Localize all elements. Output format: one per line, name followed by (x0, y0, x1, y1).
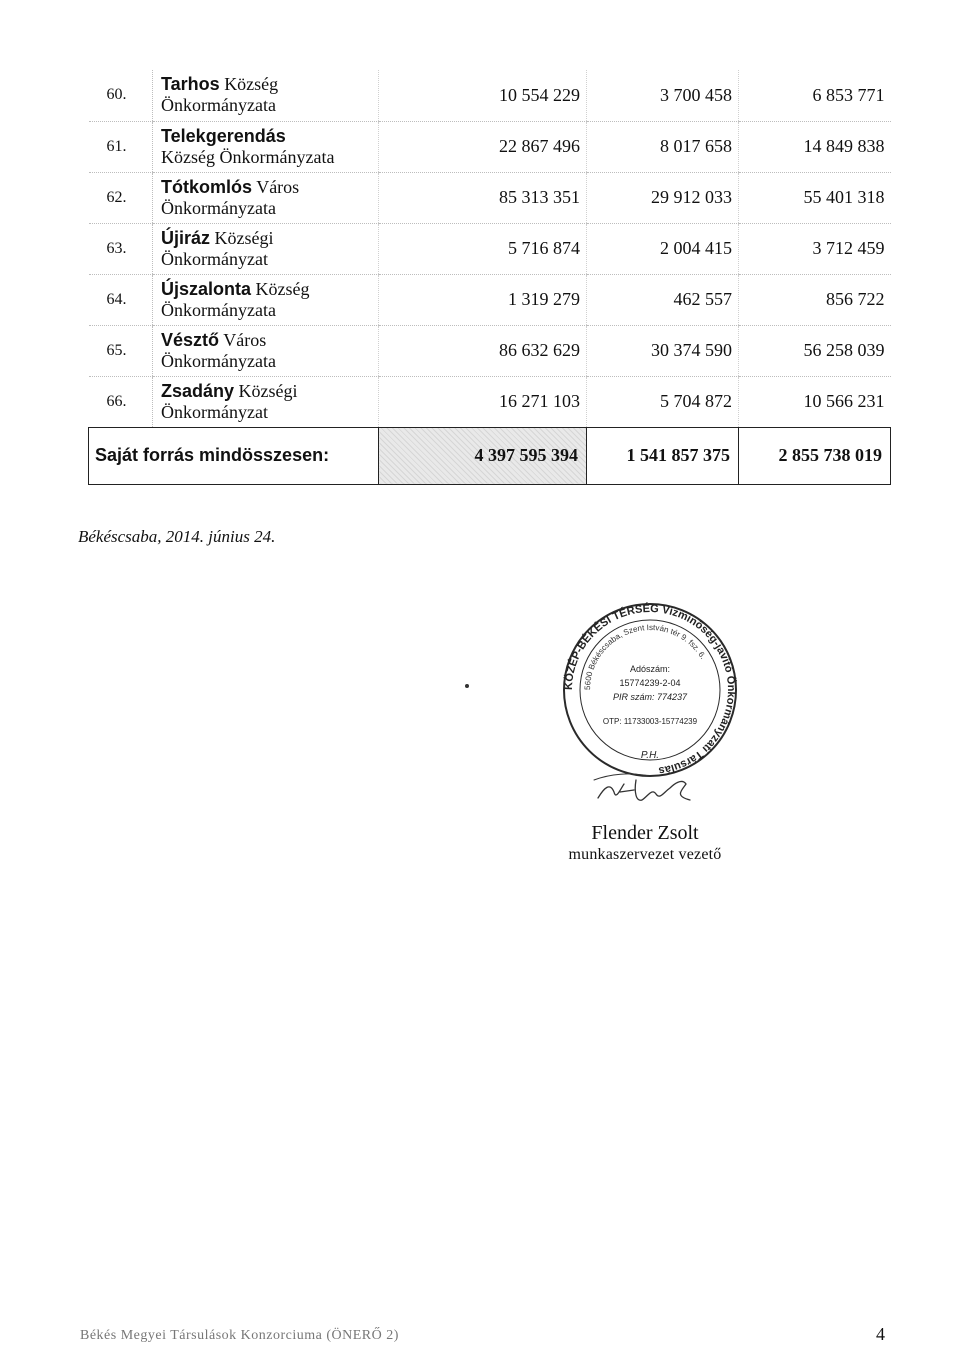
name-line2: Önkormányzata (161, 197, 276, 218)
value-3: 56 258 039 (739, 325, 891, 376)
value-2: 2 004 415 (587, 223, 739, 274)
value-2: 8 017 658 (587, 121, 739, 172)
row-number: 61. (89, 121, 153, 172)
row-number: 63. (89, 223, 153, 274)
name-bold: Telekgerendás (161, 125, 286, 146)
name-bold: Tarhos (161, 74, 220, 95)
name-bold: Vésztő (161, 329, 220, 350)
value-2: 462 557 (587, 274, 739, 325)
value-3: 55 401 318 (739, 172, 891, 223)
row-number: 60. (89, 70, 153, 121)
value-3: 6 853 771 (739, 70, 891, 121)
value-1: 85 313 351 (379, 172, 587, 223)
municipality-name (153, 172, 379, 223)
name-bold: Zsadány (161, 380, 235, 401)
name-line2: Önkormányzat (161, 401, 268, 422)
value-1: 10 554 229 (379, 70, 587, 121)
value-2: 29 912 033 (587, 172, 739, 223)
stamp-tax-no: 15774239-2-04 (619, 678, 681, 688)
name-line2: Önkormányzat (161, 248, 268, 269)
municipality-name (153, 325, 379, 376)
value-1: 86 632 629 (379, 325, 587, 376)
stray-mark (465, 684, 469, 688)
value-3: 3 712 459 (739, 223, 891, 274)
name-rest: Községi (234, 380, 298, 401)
table-row (89, 376, 891, 427)
table-row (89, 223, 891, 274)
municipality-name (153, 274, 379, 325)
name-line2: Önkormányzata (161, 299, 276, 320)
name-rest: Község (219, 74, 279, 95)
value-3: 10 566 231 (739, 376, 891, 427)
name-line2: Önkormányzata (161, 95, 276, 116)
table-row (89, 121, 891, 172)
name-line2: Község Önkormányzata (161, 146, 335, 167)
signer-title: munkaszervezet vezető (568, 846, 722, 863)
total-value-1: 4 397 595 394 (379, 427, 587, 484)
name-bold: Újszalonta (161, 278, 252, 299)
municipality-name (153, 70, 379, 121)
official-stamp (560, 600, 740, 780)
municipality-name (153, 121, 379, 172)
name-rest: Községi (210, 227, 274, 248)
stamp-tax-label: Adószám: (629, 664, 671, 674)
stamp-otp: OTP: 11733003-15774239 (602, 717, 698, 726)
value-1: 5 716 874 (379, 223, 587, 274)
signer-name: Flender Zsolt (591, 822, 699, 844)
table-row (89, 325, 891, 376)
value-1: 22 867 496 (379, 121, 587, 172)
value-1: 1 319 279 (379, 274, 587, 325)
municipality-name (153, 223, 379, 274)
name-line2: Önkormányzata (161, 350, 276, 371)
stamp-ring-text: KÖZÉP-BÉKÉSI TÉRSÉG Vízminőség-javító Önkormányzati Társulás (562, 602, 738, 777)
table-row (89, 172, 891, 223)
row-number: 64. (89, 274, 153, 325)
name-bold: Tótkomlós (161, 176, 253, 197)
total-value-2: 1 541 857 375 (587, 427, 739, 484)
name-rest: Város (252, 176, 300, 197)
row-number: 65. (89, 325, 153, 376)
handwritten-signature (590, 770, 700, 810)
name-rest: Város (219, 329, 267, 350)
name-bold: Újiráz (161, 227, 211, 248)
name-rest: Község (251, 278, 310, 299)
value-2: 30 374 590 (587, 325, 739, 376)
place-date: Békéscsaba, 2014. június 24. (78, 527, 276, 546)
total-value-3: 2 855 738 019 (739, 427, 891, 484)
value-3: 14 849 838 (739, 121, 891, 172)
table-row (89, 70, 891, 121)
value-1: 16 271 103 (379, 376, 587, 427)
value-2: 3 700 458 (587, 70, 739, 121)
value-2: 5 704 872 (587, 376, 739, 427)
total-row (89, 427, 891, 484)
signer-block (520, 822, 770, 864)
stamp-address: 5600 Békéscsaba, Szent István tér 9. fsz. 6. (582, 622, 708, 691)
stamp-ph: P.H. (640, 750, 660, 761)
funding-table (88, 70, 891, 485)
municipality-name (153, 376, 379, 427)
stamp-pir: PIR szám: 774237 (612, 692, 688, 702)
page-number: 4 (876, 1324, 885, 1344)
row-number: 62. (89, 172, 153, 223)
value-3: 856 722 (739, 274, 891, 325)
table-row (89, 274, 891, 325)
total-label: Saját forrás mindösszesen: (89, 427, 379, 484)
page-footer: Békés Megyei Társulások Konzorciuma (ÖNERŐ 2) (80, 1328, 399, 1343)
row-number: 66. (89, 376, 153, 427)
